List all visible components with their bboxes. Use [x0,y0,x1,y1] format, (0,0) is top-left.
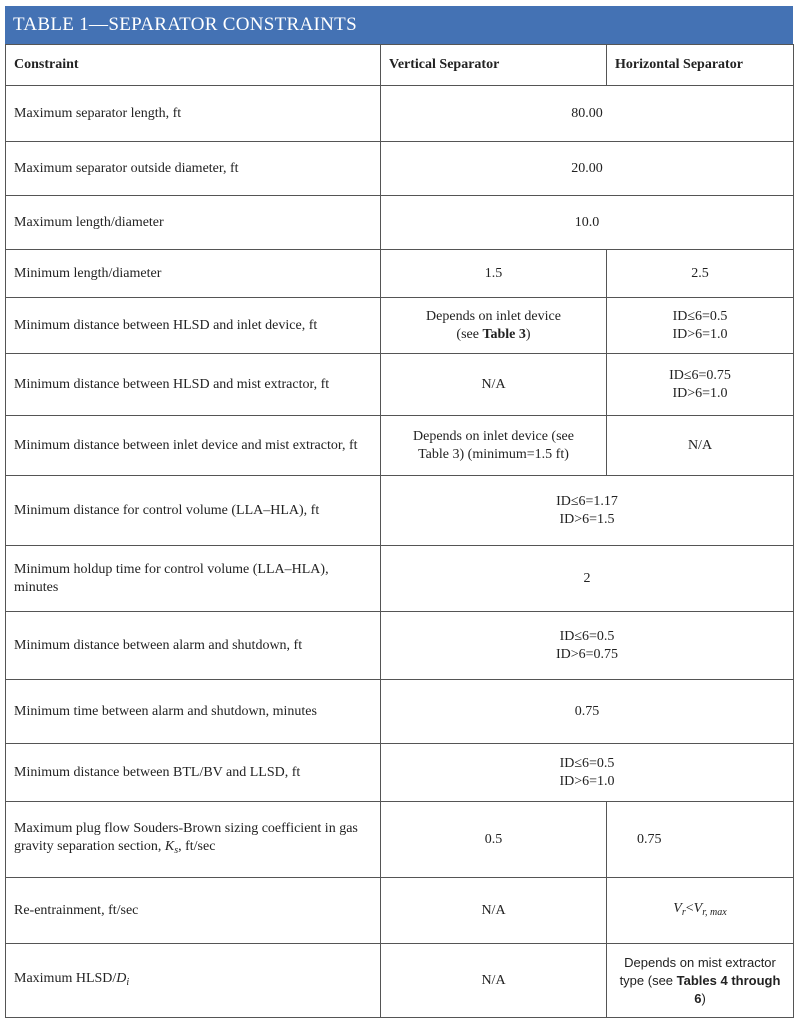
header-horizontal: Horizontal Separator [607,45,794,86]
value-cell: 20.00 [381,142,794,196]
constraint-cell: Maximum length/diameter [6,196,381,250]
cell-line: ID>6=1.5 [559,511,615,527]
table-row [6,142,794,196]
table-row [6,250,794,298]
symbol-subscript: i [126,976,130,988]
horizontal-cell [607,878,794,944]
cell-text: Maximum plug flow Souders-Brown sizing coefficient in gas gravity separation section, [14,820,358,854]
vertical-cell: 0.5 [381,802,607,878]
symbol-subscript: s [174,844,179,856]
header-vertical: Vertical Separator [381,45,607,86]
cell-text: , ft/sec [178,838,216,854]
table-row [6,612,794,680]
cell-line: Depends on inlet device [426,308,561,324]
horizontal-cell [607,944,794,1018]
constraint-cell: Minimum distance between HLSD and mist extractor, ft [6,354,381,416]
symbol-d: D [116,970,127,986]
separator-table-figure [5,6,793,1018]
vertical-cell: N/A [381,944,607,1018]
symbol-subscript: r, max [702,906,727,918]
symbol-v: V [693,900,703,916]
constraint-cell [6,944,381,1018]
table-row [6,744,794,802]
cell-line: ID≤6=1.17 [556,493,618,509]
horizontal-cell [607,298,794,354]
vertical-cell [381,298,607,354]
value-cell: 80.00 [381,86,794,142]
header-constraint: Constraint [6,45,381,86]
table-row [6,86,794,142]
constraint-cell: Minimum length/diameter [6,250,381,298]
cell-line: ID>6=1.0 [672,326,728,342]
horizontal-cell: 2.5 [607,250,794,298]
cell-text: type (see [619,972,677,988]
horizontal-cell [607,354,794,416]
table-row [6,196,794,250]
constraint-cell: Minimum distance between HLSD and inlet device, ft [6,298,381,354]
table-row [6,680,794,744]
value-cell [381,744,794,802]
table-row [6,878,794,944]
constraint-cell: Re-entrainment, ft/sec [6,878,381,944]
cell-line: ID≤6=0.5 [559,628,615,644]
cell-line: ID≤6=0.75 [669,367,731,383]
table-row [6,298,794,354]
cell-text: ) [701,990,706,1006]
cell-line: ID>6=0.75 [555,646,619,662]
table-row [6,476,794,546]
cell-line: Depends on mist extractor [624,954,776,970]
table-row [6,354,794,416]
less-than: < [685,900,694,916]
cell-text: Maximum HLSD/ [14,970,117,986]
cell-line: ID>6=1.0 [672,385,728,401]
symbol-v: V [673,900,682,916]
cell-line: ID≤6=0.5 [672,308,728,324]
vertical-cell: 1.5 [381,250,607,298]
value-cell [381,612,794,680]
symbol-subscript: r [681,906,686,918]
symbol-k: K [164,838,175,854]
constraint-cell: Minimum distance between BTL/BV and LLSD, ft [6,744,381,802]
table-reference: Table 3 [482,326,526,342]
constraint-cell: Maximum separator length, ft [6,86,381,142]
value-cell: 10.0 [381,196,794,250]
horizontal-cell: 0.75 [607,802,794,878]
table-row [6,546,794,612]
constraint-cell: Minimum distance between inlet device and mist extractor, ft [6,416,381,476]
value-cell: 2 [381,546,794,612]
constraint-cell: Maximum separator outside diameter, ft [6,142,381,196]
vertical-cell [381,416,607,476]
constraint-cell: Minimum distance between alarm and shutdown, ft [6,612,381,680]
cell-line: (see [456,326,483,342]
table-row [6,802,794,878]
constraint-cell [6,802,381,878]
horizontal-cell: N/A [607,416,794,476]
cell-line: Depends on inlet device (see [413,428,574,444]
constraints-table [5,44,794,1018]
header-row [6,45,794,86]
cell-line: ID>6=1.0 [559,773,615,789]
cell-text: ) [525,326,531,342]
cell-line: Table 3) (minimum=1.5 ft) [418,446,569,462]
value-cell [381,476,794,546]
table-row [6,416,794,476]
vertical-cell: N/A [381,354,607,416]
cell-line: ID≤6=0.5 [559,755,615,771]
value-cell: 0.75 [381,680,794,744]
table-row [6,944,794,1018]
vertical-cell: N/A [381,878,607,944]
table-reference: Tables 4 through 6 [676,972,781,1006]
table-title: TABLE 1—SEPARATOR CONSTRAINTS [5,6,793,44]
constraint-cell: Minimum holdup time for control volume (LLA–HLA), minutes [6,546,381,612]
constraint-cell: Minimum time between alarm and shutdown, minutes [6,680,381,744]
constraint-cell: Minimum distance for control volume (LLA–HLA), ft [6,476,381,546]
